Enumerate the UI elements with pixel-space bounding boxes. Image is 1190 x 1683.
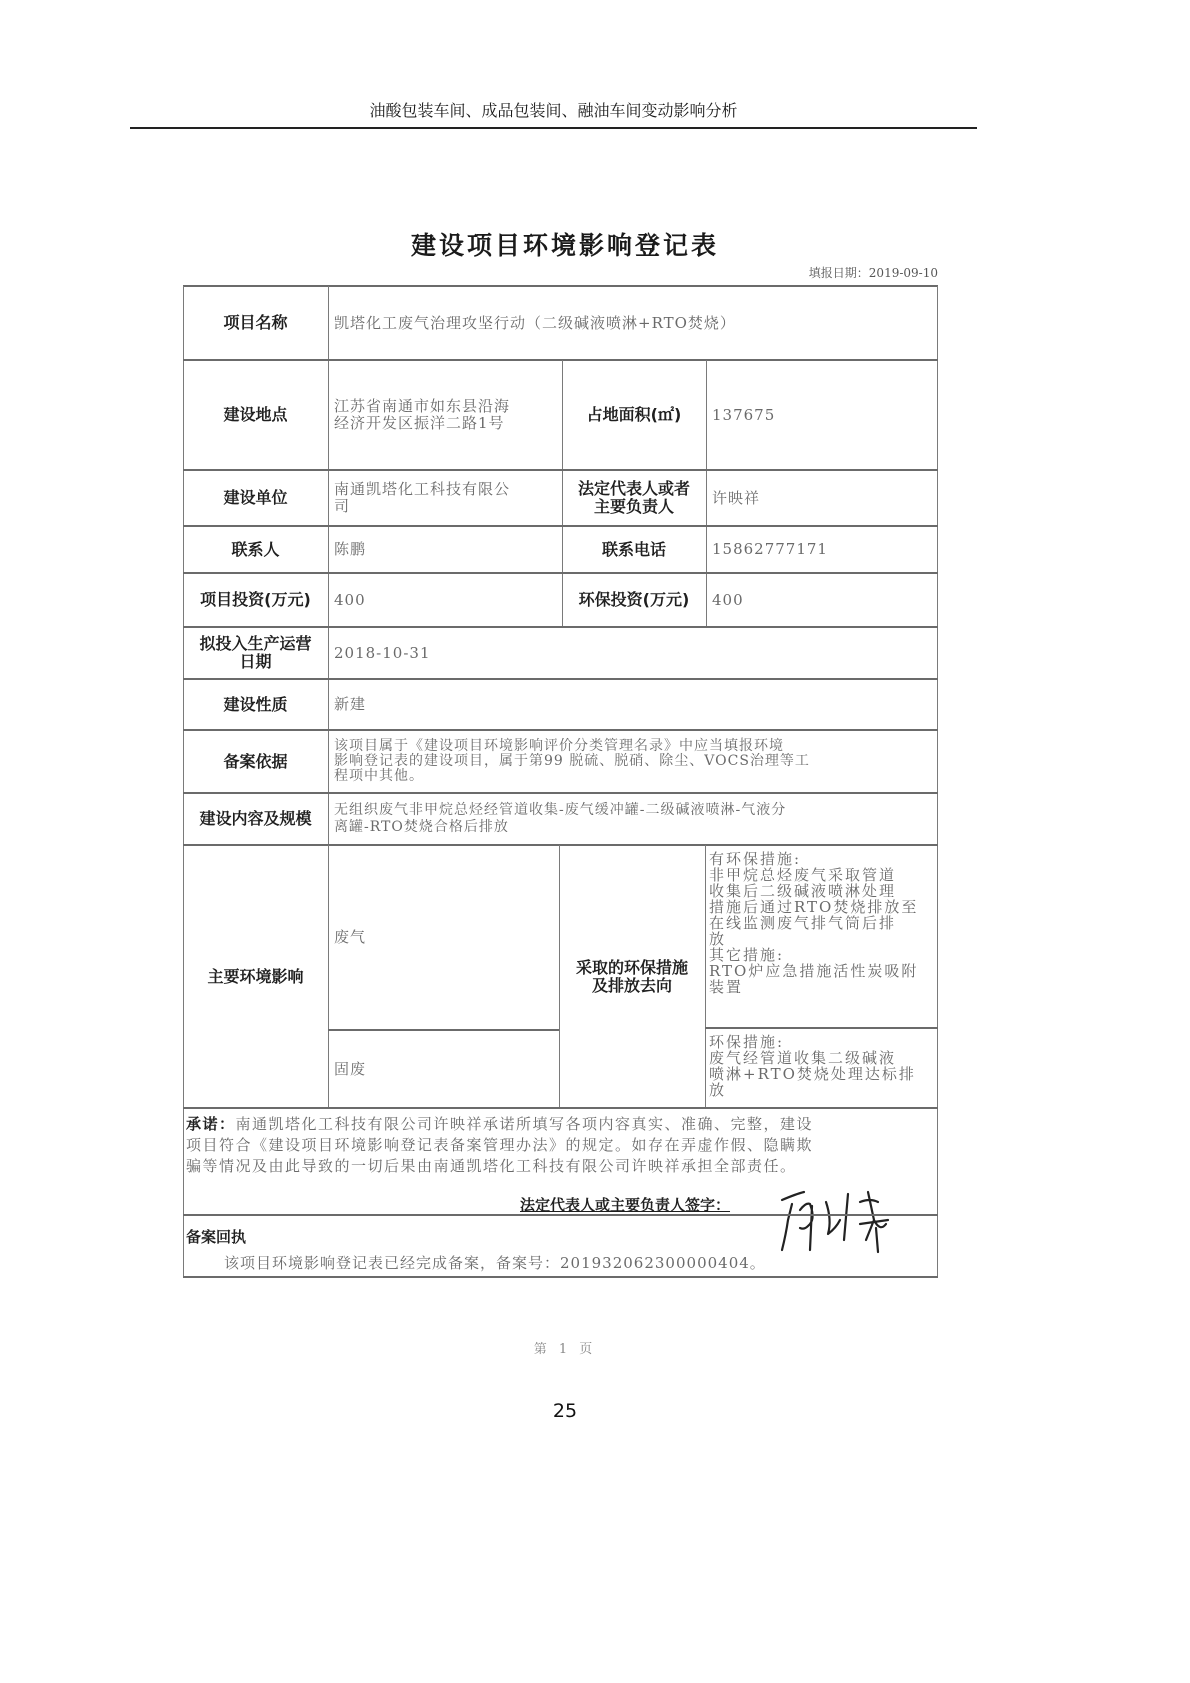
basis-line-2: 影响登记表的建设项目，属于第99 脱硫、脱硝、除尘、VOCS治理等工 xyxy=(334,753,810,769)
legal-rep-label xyxy=(562,470,706,526)
signature-label: 法定代表人或主要负责人签字： xyxy=(520,1196,731,1214)
measures-label-line-2: 及排放去向 xyxy=(591,975,672,995)
start-date-label-line-1: 拟投入生产运营 xyxy=(199,634,312,653)
impact-label: 主要环境影响 xyxy=(207,966,304,986)
basis-label: 备案依据 xyxy=(223,751,288,771)
location-line-1: 江苏省南通市如东县沿海 xyxy=(334,397,511,415)
promise-line-2: 项目符合《建设项目环境影响登记表备案管理办法》的规定。如存在弄虚作假、隐瞒欺 xyxy=(186,1136,814,1154)
promise-line-1: 南通凯塔化工科技有限公司许映祥承诺所填写各项内容真实、准确、完整，建设 xyxy=(235,1115,814,1133)
promise-line-3: 骗等情况及由此导致的一切后果由南通凯塔化工科技有限公司许映祥承担全部责任。 xyxy=(186,1157,797,1175)
env-investment-label: 环保投资(万元) xyxy=(578,590,690,609)
running-header: 油酸包装车间、成品包装间、融油车间变动影响分析 xyxy=(369,101,738,120)
location-line-2: 经济开发区振洋二路1号 xyxy=(334,414,505,432)
measure-line: 喷淋+RTO焚烧处理达标排 xyxy=(709,1065,916,1083)
phone-value: 15862777171 xyxy=(712,540,828,558)
promise-text xyxy=(186,1114,936,1177)
env-investment-value: 400 xyxy=(712,590,744,609)
legal-rep-label-line-2: 主要负责人 xyxy=(593,497,674,516)
project-name-label: 项目名称 xyxy=(223,313,288,332)
header-rule xyxy=(130,127,977,129)
unit-label: 建设单位 xyxy=(223,488,288,507)
nature-label: 建设性质 xyxy=(223,694,288,714)
impact-item-name: 废气 xyxy=(334,928,367,946)
receipt-text: 该项目环境影响登记表已经完成备案，备案号：201932062300000404。 xyxy=(224,1254,766,1272)
form-title: 建设项目环境影响登记表 xyxy=(410,231,719,260)
measure-line: 放 xyxy=(709,1081,727,1099)
form-page-indicator: 第 1 页 xyxy=(533,1342,597,1357)
unit-value xyxy=(328,470,562,526)
row-divider xyxy=(705,1027,938,1029)
measure-line: 环保措施: xyxy=(709,1033,785,1051)
measure-line: 措施后通过RTO焚烧排放至 xyxy=(709,898,919,916)
page-number: 25 xyxy=(552,1400,578,1422)
unit-line-1: 南通凯塔化工科技有限公 xyxy=(334,480,511,498)
start-date-label-line-2: 日期 xyxy=(239,652,272,671)
basis-line-3: 程项中其他。 xyxy=(334,768,424,784)
basis-line-1: 该项目属于《建设项目环境影响评价分类管理名录》中应当填报环境 xyxy=(334,738,784,754)
investment-label: 项目投资(万元) xyxy=(200,590,311,609)
investment-value: 400 xyxy=(334,590,366,609)
row-divider xyxy=(183,1107,938,1109)
area-label: 占地面积(㎡) xyxy=(586,405,682,424)
legal-rep-value: 许映祥 xyxy=(712,488,761,507)
measure-line: 废气经管道收集二级碱液 xyxy=(709,1049,897,1067)
measure-line: 有环保措施: xyxy=(709,850,802,868)
fill-date: 填报日期：2019-09-10 xyxy=(808,266,938,280)
project-name-value: 凯塔化工废气治理攻坚行动（二级碱液喷淋+RTO焚烧） xyxy=(334,313,736,332)
handwritten-signature xyxy=(770,1180,910,1270)
row-divider xyxy=(183,1214,938,1216)
contact-label: 联系人 xyxy=(231,539,280,559)
waste-gas-measures xyxy=(705,847,937,1028)
measure-line: RTO炉应急措施活性炭吸附 xyxy=(709,962,919,980)
receipt-title: 备案回执 xyxy=(186,1228,247,1246)
table-border-right xyxy=(937,286,938,1278)
nature-value: 新建 xyxy=(334,695,367,713)
location-label: 建设地点 xyxy=(223,405,288,424)
measure-line: 在线监测废气排气筒后排 xyxy=(709,914,897,932)
legal-rep-label-line-1: 法定代表人或者 xyxy=(577,479,690,498)
impact-item-name: 固废 xyxy=(334,1059,367,1078)
solid-waste-measures xyxy=(705,1030,937,1108)
content-value xyxy=(328,793,937,845)
contact-value: 陈鹏 xyxy=(334,540,367,558)
location-value xyxy=(328,360,562,470)
measure-line: 装置 xyxy=(709,978,744,996)
basis-value xyxy=(328,730,937,793)
measure-line: 非甲烷总烃废气采取管道 xyxy=(709,866,897,884)
measure-line: 其它措施: xyxy=(709,946,785,964)
phone-label: 联系电话 xyxy=(601,539,666,559)
content-line-2: 离罐-RTO焚烧合格后排放 xyxy=(334,819,509,835)
content-line-1: 无组织废气非甲烷总烃经管道收集-废气缓冲罐-二级碱液喷淋-气液分 xyxy=(334,802,787,818)
measure-line: 放 xyxy=(709,930,727,948)
area-value: 137675 xyxy=(712,405,776,424)
measures-label-line-1: 采取的环保措施 xyxy=(575,957,688,977)
content-label: 建设内容及规模 xyxy=(199,809,312,828)
measure-line: 收集后二级碱液喷淋处理 xyxy=(709,882,897,900)
start-date-label xyxy=(183,627,328,679)
unit-line-2: 司 xyxy=(334,497,351,515)
start-date-value: 2018-10-31 xyxy=(334,643,431,662)
measures-label xyxy=(559,845,705,1108)
table-border-bottom xyxy=(183,1276,938,1278)
promise-label: 承诺： xyxy=(186,1115,236,1133)
